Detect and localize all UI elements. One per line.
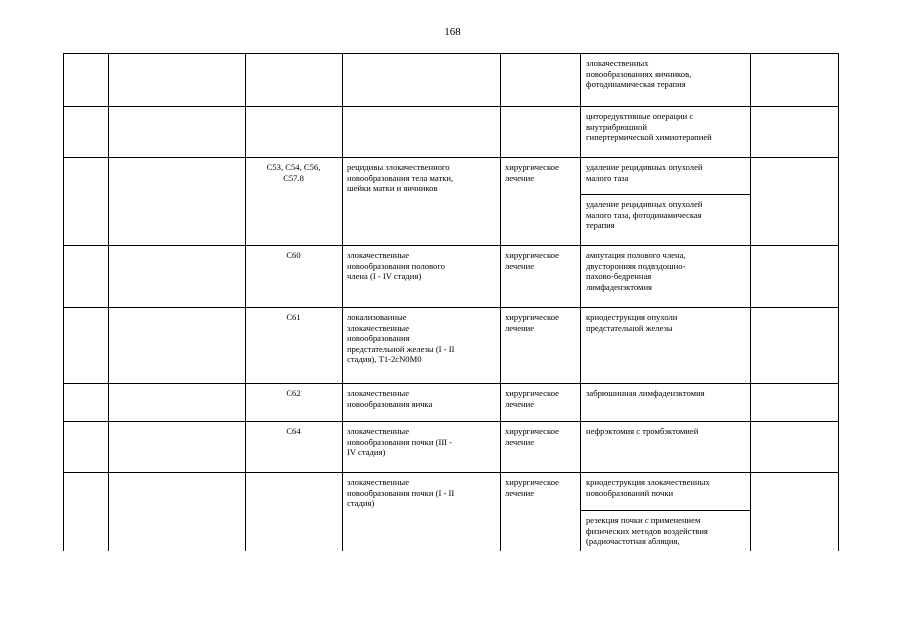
treatment-method-cell: предстательной железы xyxy=(586,322,673,333)
treatment-method-cell: (радиочастотная абляция, xyxy=(586,536,680,547)
diagnosis-cell: локализованные xyxy=(347,312,407,322)
diagnosis-cell: новообразования яичка xyxy=(347,398,433,409)
treatment-type-cell: хирургическое xyxy=(505,426,559,436)
treatment-type-cell: лечение xyxy=(505,436,535,447)
diagnosis-cell: злокачественные xyxy=(347,477,410,487)
table-horizontal-rule xyxy=(63,245,839,246)
treatment-type-cell: хирургическое xyxy=(505,477,559,487)
treatment-method-cell: криодеструкция опухоли xyxy=(586,312,678,322)
icd-code-cell: C57.8 xyxy=(283,172,304,183)
table-horizontal-rule xyxy=(63,157,839,158)
diagnosis-cell: новообразования полового xyxy=(347,260,445,271)
diagnosis-cell: рецидивы злокачественного xyxy=(347,162,450,172)
table-cell-divider xyxy=(580,194,750,195)
icd-code-cell: C61 xyxy=(286,312,301,322)
table-vertical-rule xyxy=(838,53,839,551)
table-horizontal-rule xyxy=(63,472,839,473)
treatment-method-cell: новообразований почки xyxy=(586,487,674,498)
treatment-type-cell: лечение xyxy=(505,487,535,498)
table-vertical-rule xyxy=(750,53,751,551)
treatment-method-cell: ампутация полового члена, xyxy=(586,250,686,260)
treatment-method-cell: внутрибрюшной xyxy=(586,121,647,132)
treatment-type-cell: лечение xyxy=(505,172,535,183)
diagnosis-cell: новообразования xyxy=(347,333,410,344)
treatment-method-cell: лимфаденэктомия xyxy=(586,281,653,292)
treatment-type-cell: лечение xyxy=(505,322,535,333)
icd-code-cell: C53, C54, C56, xyxy=(266,162,321,172)
table-vertical-rule xyxy=(63,53,64,551)
icd-code-cell: C60 xyxy=(286,250,301,260)
treatment-method-cell: пахово-бедренная xyxy=(586,271,652,282)
diagnosis-cell: злокачественные xyxy=(347,388,410,398)
icd-code-cell: C62 xyxy=(286,388,301,398)
treatment-method-cell: терапия xyxy=(586,220,615,231)
table-vertical-rule xyxy=(245,53,246,551)
treatment-type-cell: хирургическое xyxy=(505,250,559,260)
treatment-method-cell: криодеструкция злокачественных xyxy=(586,477,710,487)
treatment-method-cell: резекция почки с применением xyxy=(586,515,701,525)
table-vertical-rule xyxy=(500,53,501,551)
table-vertical-rule xyxy=(342,53,343,551)
table-horizontal-rule xyxy=(63,307,839,308)
diagnosis-cell: предстательной железы (I - II xyxy=(347,343,455,354)
table-cell-divider xyxy=(580,510,750,511)
treatment-method-cell: гипертермической химиотерапией xyxy=(586,132,712,143)
treatment-type-cell: хирургическое xyxy=(505,162,559,172)
treatment-method-cell: забрюшинная лимфаденэктомия xyxy=(586,388,705,398)
table-vertical-rule xyxy=(580,53,581,551)
treatment-method-cell: циторедуктивные операции с xyxy=(586,111,694,121)
treatment-method-cell: физических методов воздействия xyxy=(586,525,708,536)
diagnosis-cell: злокачественные xyxy=(347,426,410,436)
diagnosis-cell: IV стадия) xyxy=(347,447,386,458)
treatment-method-cell: малого таза xyxy=(586,172,629,183)
diagnosis-cell: новообразования почки (III - xyxy=(347,436,453,447)
table-horizontal-rule xyxy=(63,383,839,384)
treatment-method-cell: удаление рецидивных опухолей xyxy=(586,162,703,172)
diagnosis-cell: шейки матки и яичников xyxy=(347,183,438,194)
diagnosis-cell: новообразования почки (I - II xyxy=(347,487,455,498)
table-horizontal-rule xyxy=(63,53,839,54)
table-horizontal-rule xyxy=(63,421,839,422)
treatment-method-cell: новообразованиях яичников, xyxy=(586,68,692,79)
treatment-type-cell: лечение xyxy=(505,398,535,409)
treatment-method-cell: малого таза, фотодинамическая xyxy=(586,209,702,220)
treatment-method-cell: нефрэктомия с тромбэктомией xyxy=(586,426,699,436)
table-horizontal-rule xyxy=(63,106,839,107)
diagnosis-cell: злокачественные xyxy=(347,250,410,260)
diagnosis-cell: стадия) xyxy=(347,498,375,509)
diagnosis-cell: новообразования тела матки, xyxy=(347,172,454,183)
treatment-method-cell: злокачественных xyxy=(586,58,649,68)
treatment-method-cell: двусторонняя подвздошно- xyxy=(586,260,686,271)
treatment-method-cell: удаление рецидивных опухолей xyxy=(586,199,703,209)
diagnosis-cell: стадия), T1-2cN0M0 xyxy=(347,354,422,365)
page-number: 168 xyxy=(444,26,461,38)
treatment-method-cell: фотодинамическая терапия xyxy=(586,79,686,90)
treatment-type-cell: лечение xyxy=(505,260,535,271)
treatment-type-cell: хирургическое xyxy=(505,388,559,398)
diagnosis-cell: злокачественные xyxy=(347,322,410,333)
treatment-type-cell: хирургическое xyxy=(505,312,559,322)
icd-code-cell: C64 xyxy=(286,426,301,436)
table-vertical-rule xyxy=(108,53,109,551)
diagnosis-cell: члена (I - IV стадия) xyxy=(347,271,422,282)
